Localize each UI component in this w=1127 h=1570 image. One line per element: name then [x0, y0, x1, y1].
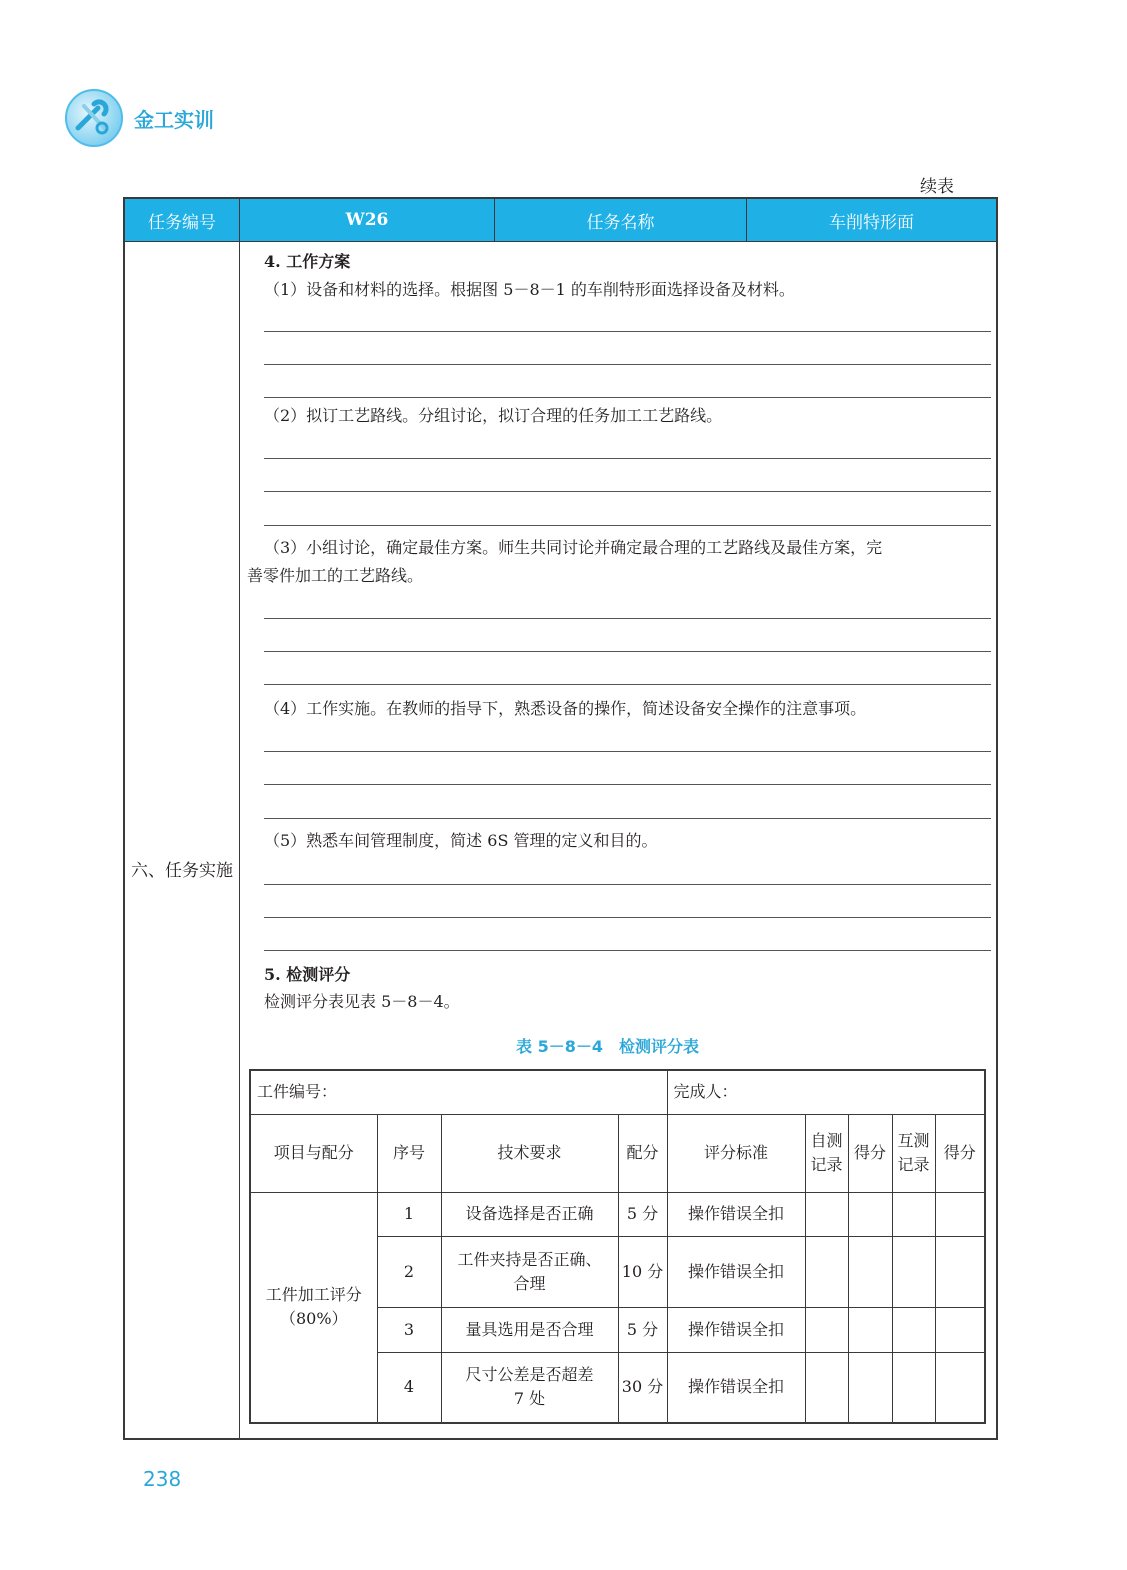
paragraph-5: （5）熟悉车间管理制度，简述 6S 管理的定义和目的。: [264, 831, 658, 850]
answer-line: [264, 917, 991, 918]
mutual-record-cell[interactable]: [892, 1236, 935, 1307]
paragraph-1: （1）设备和材料的选择。根据图 5－8－1 的车削特形面选择设备及材料。: [264, 280, 795, 299]
group-cell: [250, 1192, 377, 1423]
answer-line: [264, 818, 991, 819]
score-cell[interactable]: [935, 1352, 985, 1423]
mutual-record-cell[interactable]: [892, 1352, 935, 1423]
req-cell: [441, 1352, 618, 1423]
answer-line: [264, 364, 991, 365]
col-header-mutual-record: [892, 1114, 935, 1192]
col-header-self-record: [805, 1114, 848, 1192]
seq-cell: 1: [377, 1192, 441, 1236]
answer-line: [264, 618, 991, 619]
section-column: [125, 241, 240, 1438]
self-record-cell[interactable]: [805, 1192, 848, 1236]
task-content: [240, 241, 996, 1438]
paragraph-3-line-2: 善零件加工的工艺路线。: [247, 566, 424, 585]
section-label: 六、任务实施: [131, 861, 233, 881]
paragraph-4: （4）工作实施。在教师的指导下，熟悉设备的操作，简述设备安全操作的注意事项。: [264, 699, 867, 718]
seq-cell: 3: [377, 1307, 441, 1352]
paragraph-3-line-1: （3）小组讨论，确定最佳方案。师生共同讨论并确定最合理的工艺路线及最佳方案，完: [264, 538, 883, 557]
mutual-record-cell[interactable]: [892, 1307, 935, 1352]
col-header-score-2: 得分: [935, 1114, 985, 1192]
self-record-cell[interactable]: [805, 1352, 848, 1423]
table-row: [250, 1192, 985, 1236]
table-header-row: [125, 199, 996, 242]
req-line-2: 7 处: [513, 1389, 546, 1409]
section-5-text: 检测评分表见表 5－8－4。: [264, 992, 460, 1011]
answer-line: [264, 784, 991, 785]
score-cell[interactable]: [848, 1236, 892, 1307]
col-header-req: 技术要求: [441, 1114, 618, 1192]
group-label: 工件加工评分: [265, 1285, 362, 1305]
criteria-cell: 操作错误全扣: [667, 1352, 805, 1423]
table-caption: 表 5－8－4 检测评分表: [516, 1037, 699, 1056]
mutual-record-cell[interactable]: [892, 1192, 935, 1236]
group-weight: （80%）: [279, 1309, 348, 1329]
col-header-points: 配分: [618, 1114, 667, 1192]
col-header-seq: 序号: [377, 1114, 441, 1192]
score-cell[interactable]: [848, 1307, 892, 1352]
answer-line: [264, 458, 991, 459]
score-table: [249, 1069, 986, 1424]
score-cell[interactable]: [935, 1192, 985, 1236]
header-task-code: W26: [240, 199, 495, 241]
req-line-1: 工件夹持是否正确、: [457, 1249, 602, 1269]
criteria-cell: 操作错误全扣: [667, 1192, 805, 1236]
self-a: 自测: [810, 1131, 843, 1150]
self-b: 记录: [810, 1155, 843, 1174]
points-cell: 30 分: [618, 1352, 667, 1423]
continued-label: 续表: [920, 177, 954, 197]
section-4-title: 4. 工作方案: [264, 252, 351, 271]
header-task-title: 车削特形面: [829, 212, 914, 233]
req-line-1: 尺寸公差是否超差: [465, 1365, 594, 1385]
book-title: 金工实训: [134, 108, 214, 132]
table-header-row: [250, 1114, 985, 1192]
answer-line: [264, 684, 991, 685]
req-line-2: 合理: [513, 1273, 546, 1293]
criteria-cell: 操作错误全扣: [667, 1307, 805, 1352]
header-task-name: 任务名称: [495, 199, 747, 241]
answer-line: [264, 525, 991, 526]
mutual-a: 互测: [897, 1131, 930, 1150]
seq-cell: 4: [377, 1352, 441, 1423]
seq-cell: 2: [377, 1236, 441, 1307]
points-cell: 10 分: [618, 1236, 667, 1307]
points-cell: 5 分: [618, 1192, 667, 1236]
col-header-criteria: 评分标准: [667, 1114, 805, 1192]
score-cell[interactable]: [848, 1192, 892, 1236]
mutual-b: 记录: [897, 1155, 930, 1174]
self-record-cell[interactable]: [805, 1236, 848, 1307]
answer-line: [264, 751, 991, 752]
points-cell: 5 分: [618, 1307, 667, 1352]
score-cell[interactable]: [848, 1352, 892, 1423]
answer-line: [264, 651, 991, 652]
criteria-cell: 操作错误全扣: [667, 1236, 805, 1307]
answer-line: [264, 884, 991, 885]
score-cell[interactable]: [935, 1307, 985, 1352]
answer-line: [264, 397, 991, 398]
self-record-cell[interactable]: [805, 1307, 848, 1352]
req-cell: [441, 1236, 618, 1307]
table-row: [250, 1070, 985, 1114]
header-task-no: 任务编号: [125, 199, 240, 241]
wrench-logo-icon: [64, 88, 124, 148]
page-number: 238: [143, 1467, 182, 1491]
answer-line: [264, 491, 991, 492]
req-cell: 设备选择是否正确: [441, 1192, 618, 1236]
section-5-title: 5. 检测评分: [264, 965, 351, 984]
col-header-item: 项目与配分: [250, 1114, 377, 1192]
req-cell: 量具选用是否合理: [441, 1307, 618, 1352]
answer-line: [264, 950, 991, 951]
col-header-score-1: 得分: [848, 1114, 892, 1192]
completed-by-cell: 完成人：: [667, 1070, 985, 1114]
answer-line: [264, 331, 991, 332]
score-cell[interactable]: [935, 1236, 985, 1307]
workpiece-no-cell: 工件编号：: [250, 1070, 667, 1114]
task-table: [123, 197, 998, 1440]
paragraph-2: （2）拟订工艺路线。分组讨论，拟订合理的任务加工工艺路线。: [264, 406, 723, 425]
